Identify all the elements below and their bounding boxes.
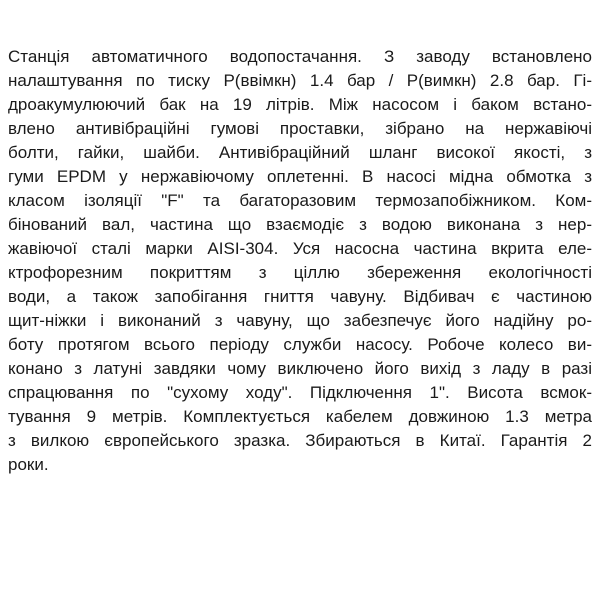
text-line-4: влено антивібраційні гумові проставки, зібрано на нержавіючі: [8, 119, 592, 138]
text-line-7: класом ізоляції "F" та багаторазовим термозапобіжником. Ком-: [8, 191, 592, 210]
text-line-11: води, а також запобігання гниття чавуну. Відбивач є частиною: [8, 287, 592, 306]
text-line-9: жавіючої сталі марки AISI-304. Уся насосна частина вкрита еле-: [8, 239, 592, 258]
text-line-18: роки.: [8, 455, 49, 474]
text-line-3: дроакумулюючий бак на 19 літрів. Між насосом і баком встано-: [8, 95, 592, 114]
text-line-13: боту протягом всього періоду служби насосу. Робоче колесо ви-: [8, 335, 592, 354]
text-line-6: гуми EPDM у нержавіючому оплетенні. В насосі мідна обмотка з: [8, 167, 592, 186]
text-line-10: ктрофорезним покриттям з ціллю збереження екологічності: [8, 263, 592, 282]
product-description: [8, 45, 592, 477]
text-line-17: з вилкою європейського зразка. Збираються в Китаї. Гарантія 2: [8, 431, 592, 450]
text-line-2: налаштування по тиску Р(ввімкн) 1.4 бар / Р(вимкн) 2.8 бар. Гі-: [8, 71, 592, 90]
text-line-1: Станція автоматичного водопостачання. З заводу встановлено: [8, 47, 592, 66]
text-line-14: конано з латуні завдяки чому виключено його вихід з ладу в разі: [8, 359, 592, 378]
text-line-15: спрацювання по "сухому ходу". Підключення 1". Висота всмок-: [8, 383, 592, 402]
text-line-16: тування 9 метрів. Комплектується кабелем довжиною 1.3 метра: [8, 407, 592, 426]
text-line-5: болти, гайки, шайби. Антивібраційний шланг високої якості, з: [8, 143, 592, 162]
text-line-8: бінований вал, частина що взаємодіє з водою виконана з нер-: [8, 215, 592, 234]
text-line-12: щит-ніжки і виконаний з чавуну, що забезпечує його надійну ро-: [8, 311, 592, 330]
